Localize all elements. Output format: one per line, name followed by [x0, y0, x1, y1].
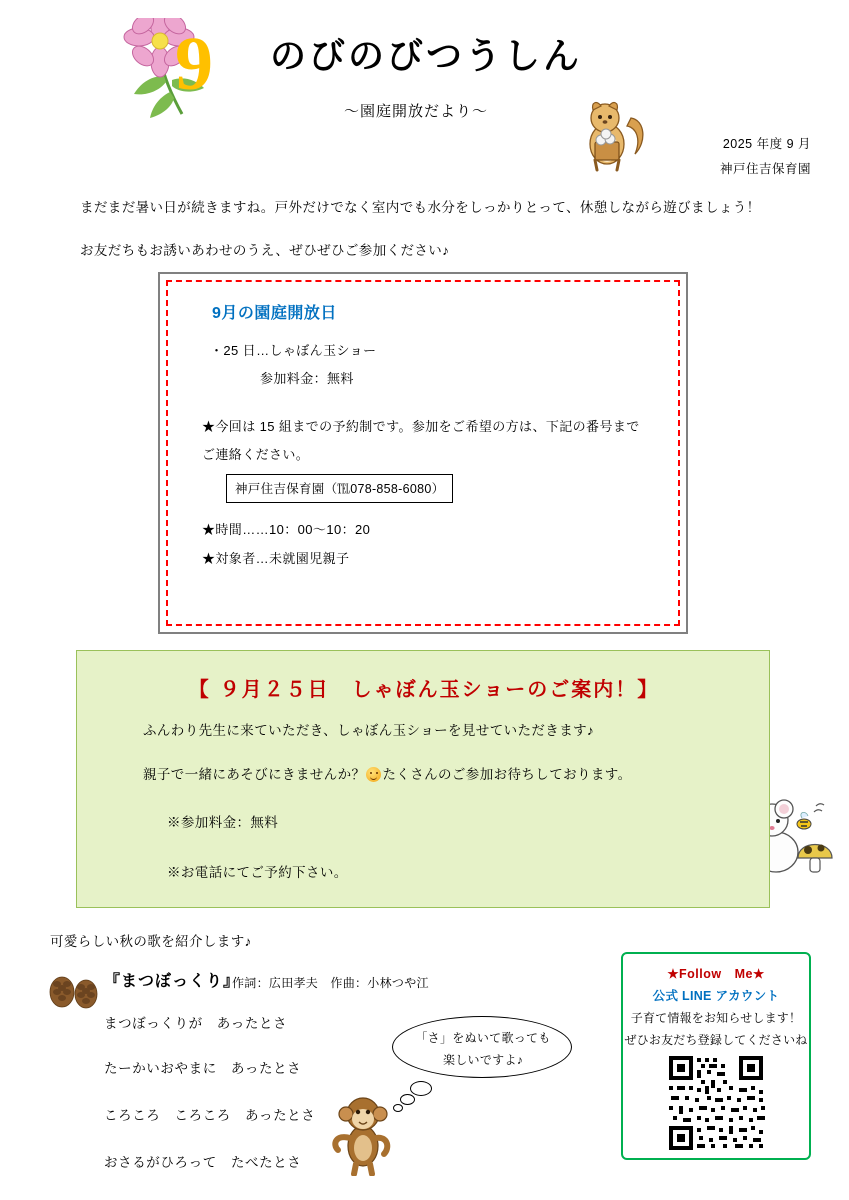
contact-phone-box: 神戸住吉保育園（℡078-858-6080）: [226, 474, 453, 503]
smiley-face-icon: [366, 767, 381, 782]
lyric-line: ころころ ころころ あったとさ: [104, 1108, 316, 1123]
issue-number: 9: [175, 22, 211, 106]
song-credit: 作詞：広田孝夫 作曲：小林つや江: [232, 976, 429, 990]
open-day-box: [158, 272, 688, 634]
follow-me-label: ★Follow Me★: [667, 967, 765, 981]
official-line-label: 公式 LINE アカウント: [652, 989, 780, 1003]
open-day-date: ・25 日…しゃぼん玉ショー: [210, 343, 377, 358]
pinecone-illustration: [46, 970, 104, 1010]
song-intro-text: 可愛らしい秋の歌を紹介します♪: [50, 934, 252, 949]
open-day-time: ★時間……10：00〜10：20: [202, 522, 371, 537]
speech-bubble-tail: [410, 1081, 432, 1096]
squirrel-illustration: [575, 98, 647, 173]
event-line-2-before: 親子で一緒にあそびにきませんか？: [143, 767, 366, 782]
event-title: 【 ９月２５日 しゃぼん玉ショーのご案内！】: [188, 677, 660, 701]
open-day-target: ★対象者…未就園児親子: [202, 551, 350, 566]
qr-code[interactable]: [651, 1054, 781, 1152]
speech-bubble-tail: [400, 1094, 415, 1105]
lyric-line: まつぼっくりが あったとさ: [104, 1016, 288, 1031]
page-header: [0, 0, 849, 185]
line-description-1: 子育て情報をお知らせします！: [630, 1011, 802, 1025]
open-day-title: 9月の園庭開放日: [212, 305, 337, 322]
line-account-box[interactable]: [621, 952, 811, 1160]
speech-bubble-line-2: 楽しいですよ♪: [442, 1053, 524, 1067]
intro-paragraph-1: まだまだ暑い日が続きますね。戸外だけでなく室内でも水分をしっかりとって、休憩しながら遊びましょう！: [80, 200, 761, 215]
line-description-2: ぜひお友だち登録してくださいね: [624, 1033, 808, 1047]
event-line-1: ふんわり先生に来ていただき、しゃぼん玉ショーを見せていただきます♪: [143, 723, 595, 738]
organization-name: 神戸住吉保育園: [719, 162, 811, 176]
lyric-line: たーかいおやまに あったとさ: [104, 1061, 302, 1076]
issue-date: 2025 年度 9 月: [722, 137, 811, 151]
flower-nine-decoration: [120, 18, 255, 123]
monkey-illustration: [330, 1088, 396, 1176]
event-reservation-note: ※お電話にてご予約下さい。: [167, 865, 348, 880]
page-title: のびのびつうしん: [270, 36, 583, 77]
event-announcement-box: [76, 650, 770, 908]
open-day-note-line-1: ★今回は 15 組までの予約制です。参加をご希望の方は、下記の番号まで: [202, 419, 640, 434]
event-fee-note: ※参加料金：無料: [167, 815, 279, 830]
lyric-line: おさるがひろって たべたとさ: [104, 1155, 302, 1170]
page-subtitle: 〜園庭開放だより〜: [344, 103, 489, 120]
open-day-note-line-2: ご連絡ください。: [202, 447, 310, 462]
event-line-2: [143, 763, 632, 783]
song-title: 『まつぼっくり』: [104, 971, 241, 990]
event-line-2-after: たくさんのご参加お待ちしております。: [382, 767, 632, 782]
speech-bubble-line-1: 「さ」をぬいて歌っても: [415, 1031, 551, 1045]
intro-paragraph-2: お友だちもお誘いあわせのうえ、ぜひぜひご参加ください♪: [80, 243, 450, 258]
open-day-fee: 参加料金：無料: [260, 371, 354, 386]
speech-bubble: [392, 1016, 572, 1078]
